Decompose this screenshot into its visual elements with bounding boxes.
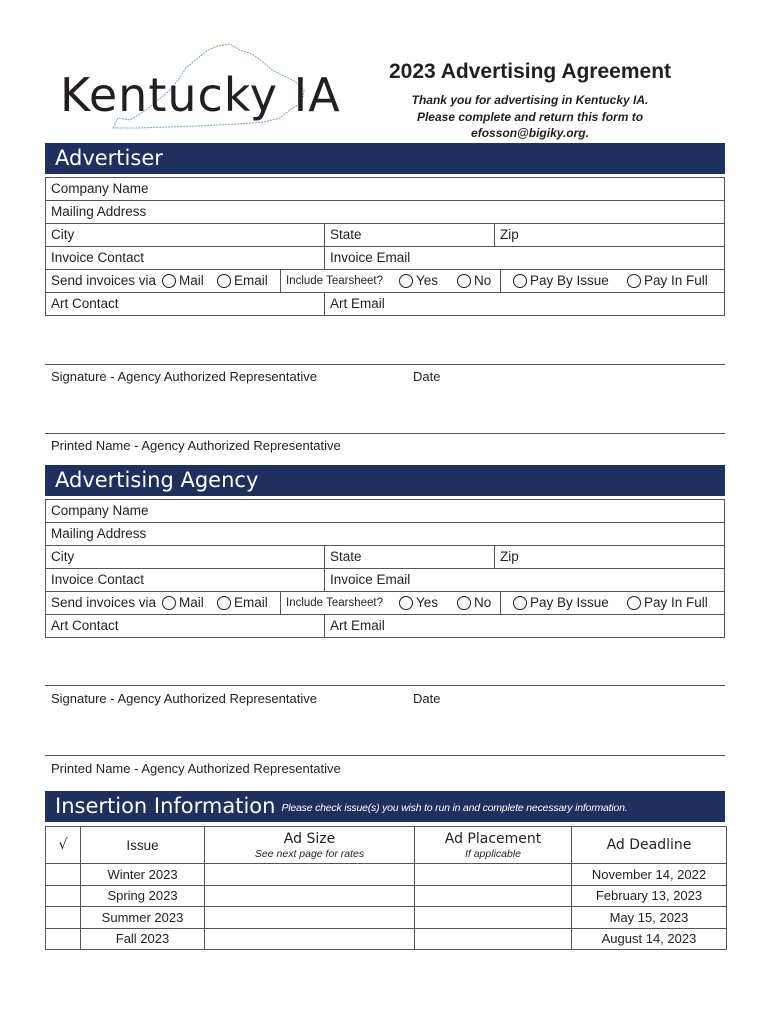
- art-contact-field[interactable]: [46, 615, 324, 637]
- email-radio[interactable]: [217, 274, 231, 288]
- issue-cell: Spring 2023: [81, 885, 205, 907]
- email-label: Email: [234, 595, 268, 610]
- issue-cell: Winter 2023: [81, 864, 205, 886]
- ad-size-cell[interactable]: [205, 885, 415, 907]
- printed-name-label: Printed Name - Agency Authorized Representative: [51, 438, 341, 453]
- art-email-label: Art Email: [330, 618, 385, 633]
- invoice-email-label: Invoice Email: [330, 250, 411, 265]
- city-field[interactable]: [46, 546, 324, 568]
- mail-radio[interactable]: [162, 596, 176, 610]
- ad-placement-cell[interactable]: [415, 885, 572, 907]
- table-row: [46, 907, 727, 929]
- invoice-email-field[interactable]: [324, 569, 724, 591]
- city-state-zip-row: [46, 545, 724, 568]
- tearsheet-yes-option[interactable]: [399, 270, 438, 292]
- no-label: No: [474, 595, 492, 610]
- section-header-insertion: [45, 791, 725, 822]
- ad-deadline-column-header: [572, 827, 727, 864]
- pay-by-issue-label: Pay By Issue: [530, 595, 609, 610]
- ad-size-header-label: Ad Size: [283, 830, 336, 847]
- email-option[interactable]: [217, 592, 268, 614]
- send-invoices-label: Send invoices via: [51, 273, 157, 288]
- pay-in-full-label: Pay In Full: [644, 273, 708, 288]
- invoice-row: [46, 246, 724, 269]
- signature-line[interactable]: [45, 364, 725, 365]
- agency-form: [45, 499, 725, 638]
- issue-column-header: [81, 827, 205, 864]
- art-email-label: Art Email: [330, 296, 385, 311]
- options-row: [46, 269, 724, 292]
- mail-label: Mail: [179, 595, 204, 610]
- email-radio[interactable]: [217, 596, 231, 610]
- mailing-address-label: Mailing Address: [51, 204, 147, 219]
- issue-header-label: Issue: [126, 837, 159, 853]
- art-contact-label: Art Contact: [51, 296, 119, 311]
- ad-placement-header-label: Ad Placement: [444, 830, 542, 847]
- date-label: Date: [413, 369, 441, 384]
- signature-line[interactable]: [45, 685, 725, 686]
- invoice-contact-field[interactable]: [46, 569, 324, 591]
- date-label: Date: [413, 691, 441, 706]
- check-mark-icon: √: [58, 837, 68, 853]
- tearsheet-yes-option[interactable]: [399, 592, 438, 614]
- table-header-row: [46, 827, 727, 864]
- company-name-label: Company Name: [51, 503, 149, 518]
- email-option[interactable]: [217, 270, 268, 292]
- ad-placement-cell[interactable]: [415, 864, 572, 886]
- ad-deadline-cell: November 14, 2022: [572, 864, 727, 886]
- issue-check-cell[interactable]: [46, 928, 81, 950]
- invoice-email-field[interactable]: [324, 247, 724, 269]
- pay-by-issue-option[interactable]: [513, 592, 609, 614]
- section-header-advertiser: [45, 143, 725, 174]
- insertion-table: [45, 826, 727, 950]
- pay-by-issue-option[interactable]: [513, 270, 609, 292]
- city-state-zip-row: [46, 223, 724, 246]
- subtitle-line: Please complete and return this form to: [416, 109, 644, 124]
- pay-by-issue-label: Pay By Issue: [530, 273, 609, 288]
- issue-check-cell[interactable]: [46, 885, 81, 907]
- ad-placement-column-header: [415, 827, 572, 864]
- ad-size-column-header: [205, 827, 415, 864]
- signature-label: Signature - Agency Authorized Representative: [51, 691, 317, 706]
- art-contact-label: Art Contact: [51, 618, 119, 633]
- subtitle-line: Thank you for advertising in Kentucky IA.: [411, 93, 649, 107]
- printed-name-line[interactable]: [45, 433, 725, 434]
- tearsheet-yes-radio[interactable]: [399, 274, 413, 288]
- mailing-address-row[interactable]: [46, 200, 724, 223]
- pay-by-issue-radio[interactable]: [513, 274, 527, 288]
- tearsheet-no-radio[interactable]: [457, 596, 471, 610]
- kentucky-ia-logo: [58, 40, 341, 136]
- art-email-field[interactable]: [324, 615, 724, 637]
- tearsheet-label: Include Tearsheet?: [286, 597, 383, 609]
- section-title: Advertiser: [55, 146, 163, 170]
- art-row: [46, 614, 724, 637]
- issue-cell: Summer 2023: [81, 907, 205, 929]
- mail-option[interactable]: [162, 592, 204, 614]
- table-row: [46, 928, 727, 950]
- mailing-address-label: Mailing Address: [51, 526, 147, 541]
- no-label: No: [474, 273, 492, 288]
- state-label: State: [330, 227, 362, 242]
- mail-label: Mail: [179, 273, 204, 288]
- pay-in-full-radio[interactable]: [627, 596, 641, 610]
- tearsheet-yes-radio[interactable]: [399, 596, 413, 610]
- zip-field[interactable]: [494, 546, 724, 568]
- zip-label: Zip: [500, 227, 519, 242]
- issue-check-cell[interactable]: [46, 864, 81, 886]
- email-label: Email: [234, 273, 268, 288]
- invoice-contact-field[interactable]: [46, 247, 324, 269]
- ad-placement-header-note: If applicable: [464, 847, 522, 860]
- table-row: [46, 885, 727, 907]
- issue-check-cell[interactable]: [46, 907, 81, 929]
- tearsheet-label: Include Tearsheet?: [286, 275, 383, 287]
- ad-size-header-note: See next page for rates: [254, 847, 365, 860]
- company-name-row[interactable]: [46, 177, 724, 200]
- invoice-contact-label: Invoice Contact: [51, 572, 145, 587]
- pay-in-full-label: Pay In Full: [644, 595, 708, 610]
- signature-label: Signature - Agency Authorized Representative: [51, 369, 317, 384]
- tearsheet-no-radio[interactable]: [457, 274, 471, 288]
- section-title: Advertising Agency: [55, 468, 259, 492]
- mailing-address-row[interactable]: [46, 522, 724, 545]
- invoice-email-label: Invoice Email: [330, 572, 411, 587]
- zip-label: Zip: [500, 549, 519, 564]
- ad-deadline-cell: May 15, 2023: [572, 907, 727, 929]
- company-name-row[interactable]: [46, 499, 724, 522]
- send-invoices-label: Send invoices via: [51, 595, 157, 610]
- section-header-agency: [45, 465, 725, 496]
- tearsheet-no-option[interactable]: [457, 592, 491, 614]
- pay-in-full-option[interactable]: [627, 592, 708, 614]
- section-title: Insertion Information: [55, 794, 276, 818]
- logo-text: Kentucky IA: [60, 68, 341, 122]
- yes-label: Yes: [416, 595, 439, 610]
- city-label: City: [51, 549, 75, 564]
- city-label: City: [51, 227, 75, 242]
- page-title: 2023 Advertising Agreement: [388, 60, 672, 83]
- state-field[interactable]: [324, 224, 494, 246]
- issue-cell: Fall 2023: [81, 928, 205, 950]
- art-contact-field[interactable]: [46, 293, 324, 315]
- state-label: State: [330, 549, 362, 564]
- ad-deadline-cell: August 14, 2023: [572, 928, 727, 950]
- state-field[interactable]: [324, 546, 494, 568]
- pay-in-full-option[interactable]: [627, 270, 708, 292]
- page-subtitle: [340, 92, 720, 142]
- printed-name-line[interactable]: [45, 755, 725, 756]
- pay-by-issue-radio[interactable]: [513, 596, 527, 610]
- ad-deadline-header-label: Ad Deadline: [606, 837, 692, 853]
- ad-deadline-cell: February 13, 2023: [572, 885, 727, 907]
- check-column-header: [46, 827, 81, 864]
- invoice-contact-label: Invoice Contact: [51, 250, 145, 265]
- ad-placement-cell[interactable]: [415, 928, 572, 950]
- table-row: [46, 864, 727, 886]
- mail-radio[interactable]: [162, 274, 176, 288]
- ad-size-cell[interactable]: [205, 864, 415, 886]
- yes-label: Yes: [416, 273, 439, 288]
- ad-size-cell[interactable]: [205, 928, 415, 950]
- invoice-row: [46, 568, 724, 591]
- mail-option[interactable]: [162, 270, 204, 292]
- art-email-field[interactable]: [324, 293, 724, 315]
- ad-placement-cell[interactable]: [415, 907, 572, 929]
- pay-in-full-radio[interactable]: [627, 274, 641, 288]
- company-name-label: Company Name: [51, 181, 149, 196]
- options-row: [46, 591, 724, 614]
- subtitle-email: efosson@bigiky.org.: [471, 126, 589, 140]
- art-row: [46, 292, 724, 315]
- insertion-note: Please check issue(s) you wish to run in and complete necessary information.: [281, 802, 628, 814]
- printed-name-label: Printed Name - Agency Authorized Representative: [51, 761, 341, 776]
- ad-size-cell[interactable]: [205, 907, 415, 929]
- tearsheet-no-option[interactable]: [457, 270, 491, 292]
- city-field[interactable]: [46, 224, 324, 246]
- zip-field[interactable]: [494, 224, 724, 246]
- advertiser-form: [45, 177, 725, 316]
